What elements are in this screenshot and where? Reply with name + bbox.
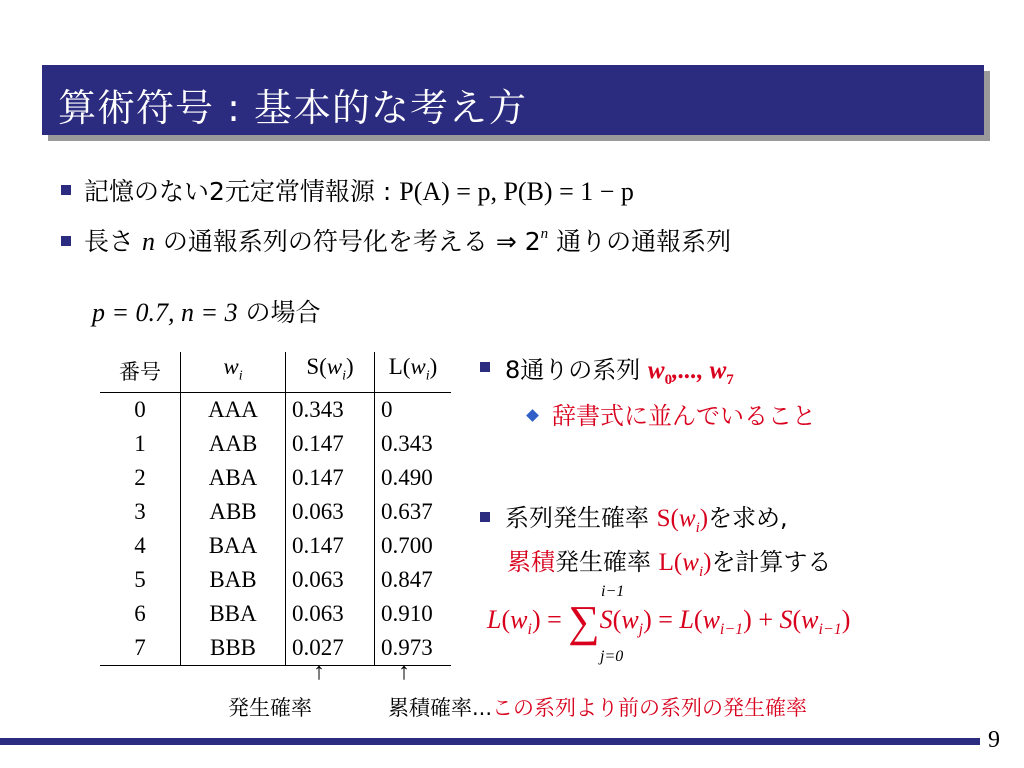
cell-l: 0.700: [381, 532, 433, 558]
cell-sequence: BAB: [181, 563, 286, 597]
probability-table: [100, 352, 451, 666]
bullet-square-icon: [480, 512, 490, 522]
cell-number: 1: [100, 427, 181, 461]
table-row: [100, 597, 451, 631]
bullet-2-mid: の通報系列の符号化を考える ⇒ 2: [154, 227, 541, 256]
label-occurrence-probability: 発生確率: [228, 696, 312, 720]
cell-l: 0.490: [381, 464, 433, 490]
cell-number: 7: [100, 631, 181, 666]
cell-l: 0.910: [381, 600, 433, 626]
bullet-2: [84, 222, 731, 258]
cell-l: 0.973: [375, 631, 452, 666]
cell-s: 0.147: [286, 427, 375, 461]
cell-sequence: BBA: [181, 597, 286, 631]
page-number: 9: [988, 727, 1000, 753]
slide-title: 算術符号 : 基本的な考え方: [58, 86, 527, 130]
cell-s: 0.343: [286, 392, 375, 427]
cell-number: 5: [100, 563, 181, 597]
cell-number: 3: [100, 495, 181, 529]
label-cumulative-explanation: この系列より前の系列の発生確率: [492, 696, 808, 720]
bullet-2-post: 通りの通報系列: [548, 227, 732, 256]
sum-upper-limit: i−1: [601, 583, 625, 600]
cell-sequence: AAA: [181, 392, 286, 427]
bullet-square-icon: [61, 236, 71, 246]
label-cumulative-text: 累積確率...: [388, 696, 493, 720]
bullet-2-pre: 長さ: [84, 227, 142, 256]
col-header-wi: $w_i$: [181, 352, 286, 392]
bullet-3-text: 8通りの系列: [505, 356, 648, 384]
arrow-up-icon: ↑: [398, 659, 410, 685]
col-header-number: 番号: [100, 352, 181, 392]
bullet-5: [507, 542, 831, 581]
bullet-2-sup: n: [540, 226, 549, 242]
bullet-5-post: を計算する: [711, 548, 832, 576]
label-cumulative-probability: [388, 692, 807, 722]
arrow-up-icon: ↑: [313, 659, 325, 685]
sum-lower-limit: j=0: [600, 648, 624, 665]
cell-l: 0.847: [381, 566, 433, 592]
bullet-3-sequence: $w_0$,..., $w_7$: [647, 357, 734, 388]
cell-s: 0.147: [286, 461, 375, 495]
cell-sequence: BBB: [181, 631, 286, 666]
cell-sequence: ABA: [181, 461, 286, 495]
table-row: [100, 427, 451, 461]
cell-number: 2: [100, 461, 181, 495]
col-header-s: $S(w_i)$: [286, 352, 375, 392]
cell-s: 0.063: [286, 495, 375, 529]
cell-sequence: ABB: [181, 495, 286, 529]
bullet-4-pre: 系列発生確率: [505, 504, 657, 532]
cell-number: 0: [100, 392, 181, 427]
table-row: [100, 495, 451, 529]
table-row: [100, 392, 451, 427]
cell-number: 4: [100, 529, 181, 563]
cell-l: 0.343: [381, 430, 433, 456]
cell-s: 0.147: [286, 529, 375, 563]
cell-s: 0.063: [286, 563, 375, 597]
bullet-3: [505, 350, 734, 389]
bullet-5-mid: 発生確率: [555, 548, 659, 576]
bullet-4-post: を求め,: [708, 504, 788, 532]
table-row: [100, 461, 451, 495]
cell-l: 0.637: [381, 498, 433, 524]
cell-number: 6: [100, 597, 181, 631]
case-line: [92, 293, 321, 329]
diamond-bullet-icon: [526, 409, 539, 422]
cell-l: 0: [381, 396, 393, 422]
table-row: [100, 563, 451, 597]
bullet-2-var: n: [141, 227, 155, 256]
case-suffix: の場合: [237, 298, 321, 327]
col-header-l: $L(w_i)$: [375, 352, 452, 392]
case-formula: p = 0.7, n = 3: [92, 298, 238, 327]
cell-s: 0.063: [286, 597, 375, 631]
bullet-1: [84, 172, 634, 208]
bullet-5-red: 累積: [507, 548, 555, 576]
cell-s: 0.027: [286, 631, 375, 666]
footer-bar: [0, 738, 980, 745]
bullet-square-icon: [61, 185, 71, 195]
bullet-4-s: $S(w_i)$: [656, 505, 709, 536]
bullet-square-icon: [480, 362, 490, 372]
sub-bullet-lexicographic: 辞書式に並んでいること: [552, 402, 816, 430]
table-row: [100, 529, 451, 563]
cumulative-formula: $L(w_i) = \sum S(w_j) = L(w_{i-1}) + S(w_{i-1})$: [487, 597, 851, 646]
bullet-1-formula: P(A) = p, P(B) = 1 − p: [399, 177, 634, 206]
cell-sequence: AAB: [181, 427, 286, 461]
bullet-5-l: $L(w_i)$: [658, 549, 712, 580]
bullet-4: [505, 498, 788, 537]
cell-sequence: BAA: [181, 529, 286, 563]
bullet-1-text: 記憶のない2元定常情報源 :: [84, 177, 400, 206]
